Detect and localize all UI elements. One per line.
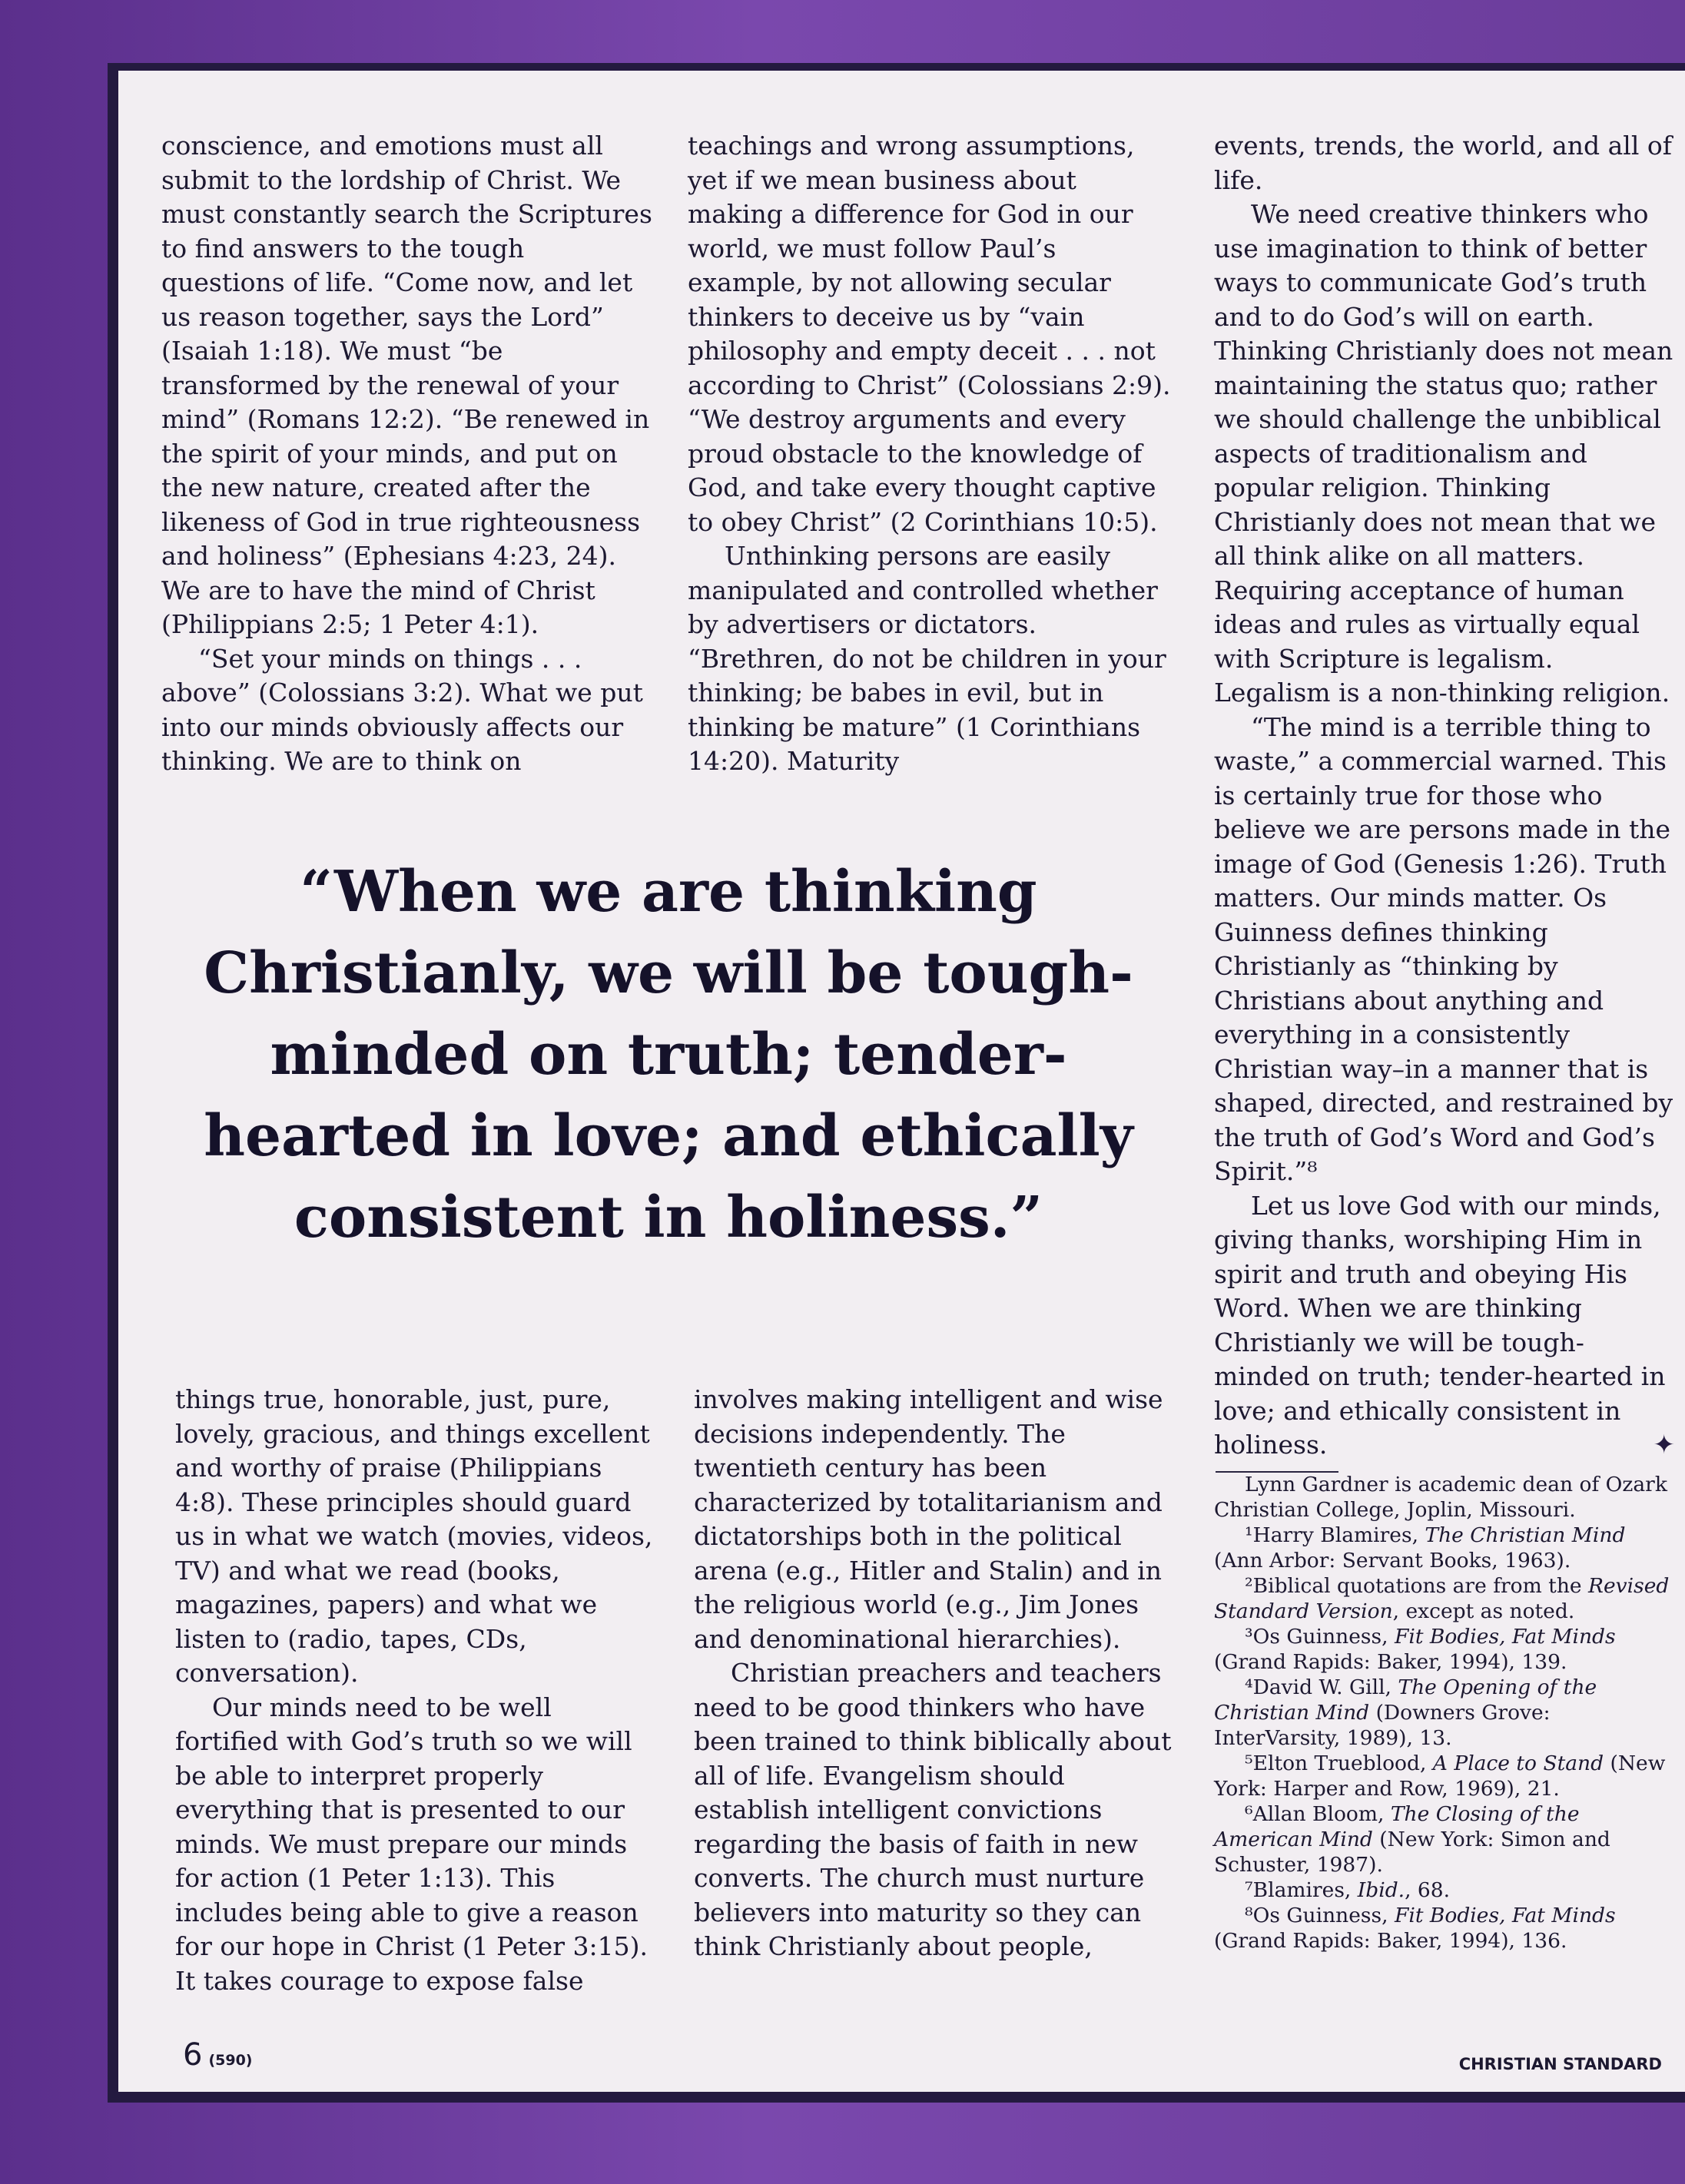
paragraph: Our minds need to be well fortified with God’s truth so we will be able to interpret properly everything that is presented to our minds. We must prepare our minds for action (1 Peter 1:13). This includes being able to give a reason for our hope in Christ (1 Peter 3:15). It takes courage to expose false [175, 1692, 648, 1996]
footnote [1214, 1573, 1675, 1624]
column-3 [1214, 129, 1675, 1463]
footnote-text: Os Guinness, [1252, 1625, 1395, 1649]
footnote-mark: ⁵ [1245, 1752, 1253, 1775]
footnote [1214, 1801, 1675, 1877]
footnote-mark: ⁴ [1245, 1675, 1253, 1699]
column-4 [175, 1383, 659, 1998]
footnote [1214, 1624, 1675, 1675]
footnote-title: The Closing of the American Mind [1214, 1802, 1580, 1851]
footnote-mark: ² [1245, 1574, 1253, 1598]
page-code: (590) [208, 2052, 253, 2069]
paragraph: “The mind is a terrible thing to waste,” a commercial warned. This is certainly true for those who believe we are persons made in the image of God (Genesis 1:26). Truth matters. Our minds matter. Os Guinness defines thinking Christianly as “thinking by Christians about anything and everything in a consistently Christian way–in a manner that is shaped, directed, and restrained by the truth of God’s Word and God’s Spirit.”⁸ [1214, 711, 1673, 1186]
footnote-text: David W. Gill, [1252, 1675, 1398, 1699]
footnote-text: Biblical quotations are from the [1252, 1574, 1589, 1598]
footnote-list [1214, 1523, 1675, 1954]
paragraph: “Set your minds on things . . . above” (Colossians 3:2). What we put into our minds obviously affects our thinking. We are to think on [161, 643, 643, 776]
footnote [1214, 1675, 1675, 1751]
footnote-text: (New York: Harper and Row, 1969), 21. [1214, 1752, 1666, 1801]
paragraph: events, trends, the world, and all of life. [1214, 131, 1672, 195]
column-5 [694, 1383, 1178, 1964]
footnote [1214, 1877, 1675, 1903]
end-of-article-icon: ✦ [1653, 1430, 1675, 1460]
page-folio [183, 2037, 252, 2073]
pull-quote: “When we are thinking Christianly, we will be tough-minded on truth; tender-hearted in love; and ethically consistent in holiness.” [204, 859, 1133, 1251]
footnote-mark: ⁷ [1245, 1878, 1253, 1902]
paragraph: teachings and wrong assumptions, yet if we mean business about making a difference for God in our world, we must follow Paul’s example, by not allowing secular thinkers to deceive us by “vain philosophy and empty deceit . . . not according to Christ” (Colossians 2:9). “We destroy arguments and every proud obstacle to the knowledge of God, and take every thought captive to obey Christ” (2 Corinthians 10:5). [688, 131, 1171, 537]
footnote-text: Allan Bloom, [1252, 1802, 1391, 1826]
column-1 [161, 129, 653, 779]
paragraph: conscience, and emotions must all submit to the lordship of Christ. We must constantly search the Scriptures to find answers to the tough questions of life. “Come now, and let us reason together, says the Lord” (Isaiah 1:18). We must “be transformed by the renewal of your mind” (Romans 12:2). “Be renewed in the spirit of your minds, and put on the new nature, created after the likeness of God in true righteousness and holiness” (Ephesians 4:23, 24). We are to have the mind of Christ (Philippians 2:5; 1 Peter 4:1). [161, 131, 652, 639]
footnote-title: Fit Bodies, Fat Minds [1394, 1625, 1616, 1649]
footnote [1214, 1523, 1675, 1573]
paragraph: We need creative thinkers who use imagination to think of better ways to communicate God’s truth and to do God’s will on earth. Thinking Christianly does not mean maintaining the status quo; rather we should challenge the unbiblical aspects of traditionalism and popular religion. Thinking Christianly does not mean that we all think alike on all matters. Requiring acceptance of human ideas and rules as virtually equal with Scripture is legalism. Legalism is a non-thinking religion. [1214, 199, 1673, 708]
footnote-text: Harry Blamires, [1252, 1523, 1425, 1547]
magazine-name: CHRISTIAN STANDARD [1458, 2055, 1662, 2073]
footnote-text: (Downers Grove: InterVarsity, 1989), 13. [1214, 1701, 1551, 1750]
footnote-mark: ⁶ [1245, 1802, 1253, 1826]
endnotes [1214, 1472, 1675, 1954]
footnote-title: The Christian Mind [1425, 1523, 1626, 1547]
footnote-title: Ibid. [1357, 1878, 1405, 1902]
footnote-text: (Ann Arbor: Servant Books, 1963). [1214, 1549, 1571, 1573]
paragraph: involves making intelligent and wise decisions independently. The twentieth century has been characterized by totalitarianism and dictatorships both in the political arena (e.g., Hitler and Stalin) and in the religious world (e.g., Jim Jones and denominational hierarchies). [694, 1384, 1163, 1654]
footnote-mark: ¹ [1245, 1523, 1253, 1547]
footnote-text: , except as noted. [1392, 1599, 1575, 1623]
footnote-text: Blamires, [1252, 1878, 1358, 1902]
page-number: 6 [183, 2037, 203, 2073]
footnote [1214, 1903, 1675, 1954]
footnote-mark: ³ [1245, 1625, 1253, 1649]
footnote-mark: ⁸ [1245, 1904, 1253, 1927]
column-2 [688, 129, 1179, 779]
footnote-title: Fit Bodies, Fat Minds [1394, 1904, 1616, 1927]
footnote-title: Revised Standard Version [1214, 1574, 1670, 1623]
footnote-text: Os Guinness, [1252, 1904, 1395, 1927]
footnote-title: The Opening of the Christian Mind [1214, 1675, 1597, 1725]
footnote-text: (Grand Rapids: Baker, 1994), 136. [1214, 1929, 1567, 1953]
footnote-title: A Place to Stand [1432, 1752, 1604, 1775]
paragraph [1214, 1189, 1675, 1463]
footnote-text: (Grand Rapids: Baker, 1994), 139. [1214, 1650, 1567, 1674]
paragraph: things true, honorable, just, pure, lovely, gracious, and things excellent and worthy of praise (Philippians 4:8). These principles should guard us in what we watch (movies, videos, TV) and what we read (books, magazines, papers) and what we listen to (radio, tapes, CDs, conversation). [175, 1384, 653, 1688]
author-bio: Lynn Gardner is academic dean of Ozark Christian College, Joplin, Missouri. [1214, 1473, 1667, 1522]
paragraph-text: Let us love God with our minds, giving thanks, worshiping Him in spirit and truth and obeying His Word. When we are thinking Christianly we will be tough-minded on truth; tender-hearted in love; and ethically consistent in holiness. [1214, 1190, 1666, 1460]
footnote-text: (New York: Simon and Schuster, 1987). [1214, 1828, 1610, 1877]
paragraph: Unthinking persons are easily manipulated and controlled whether by advertisers or dictators. “Brethren, do not be children in your thinking; be babes in evil, but in thinking be mature” (1 Corinthians 14:20). Maturity [688, 541, 1166, 776]
footnote-text: , 68. [1405, 1878, 1451, 1902]
footnote [1214, 1751, 1675, 1801]
footnote-text: Elton Trueblood, [1252, 1752, 1433, 1775]
paragraph: Christian preachers and teachers need to be good thinkers who have been trained to think biblically about all of life. Evangelism should establish intelligent convictions regarding the basis of faith in new converts. The church must nurture believers into maturity so they can think Christianly about people, [694, 1658, 1172, 1961]
